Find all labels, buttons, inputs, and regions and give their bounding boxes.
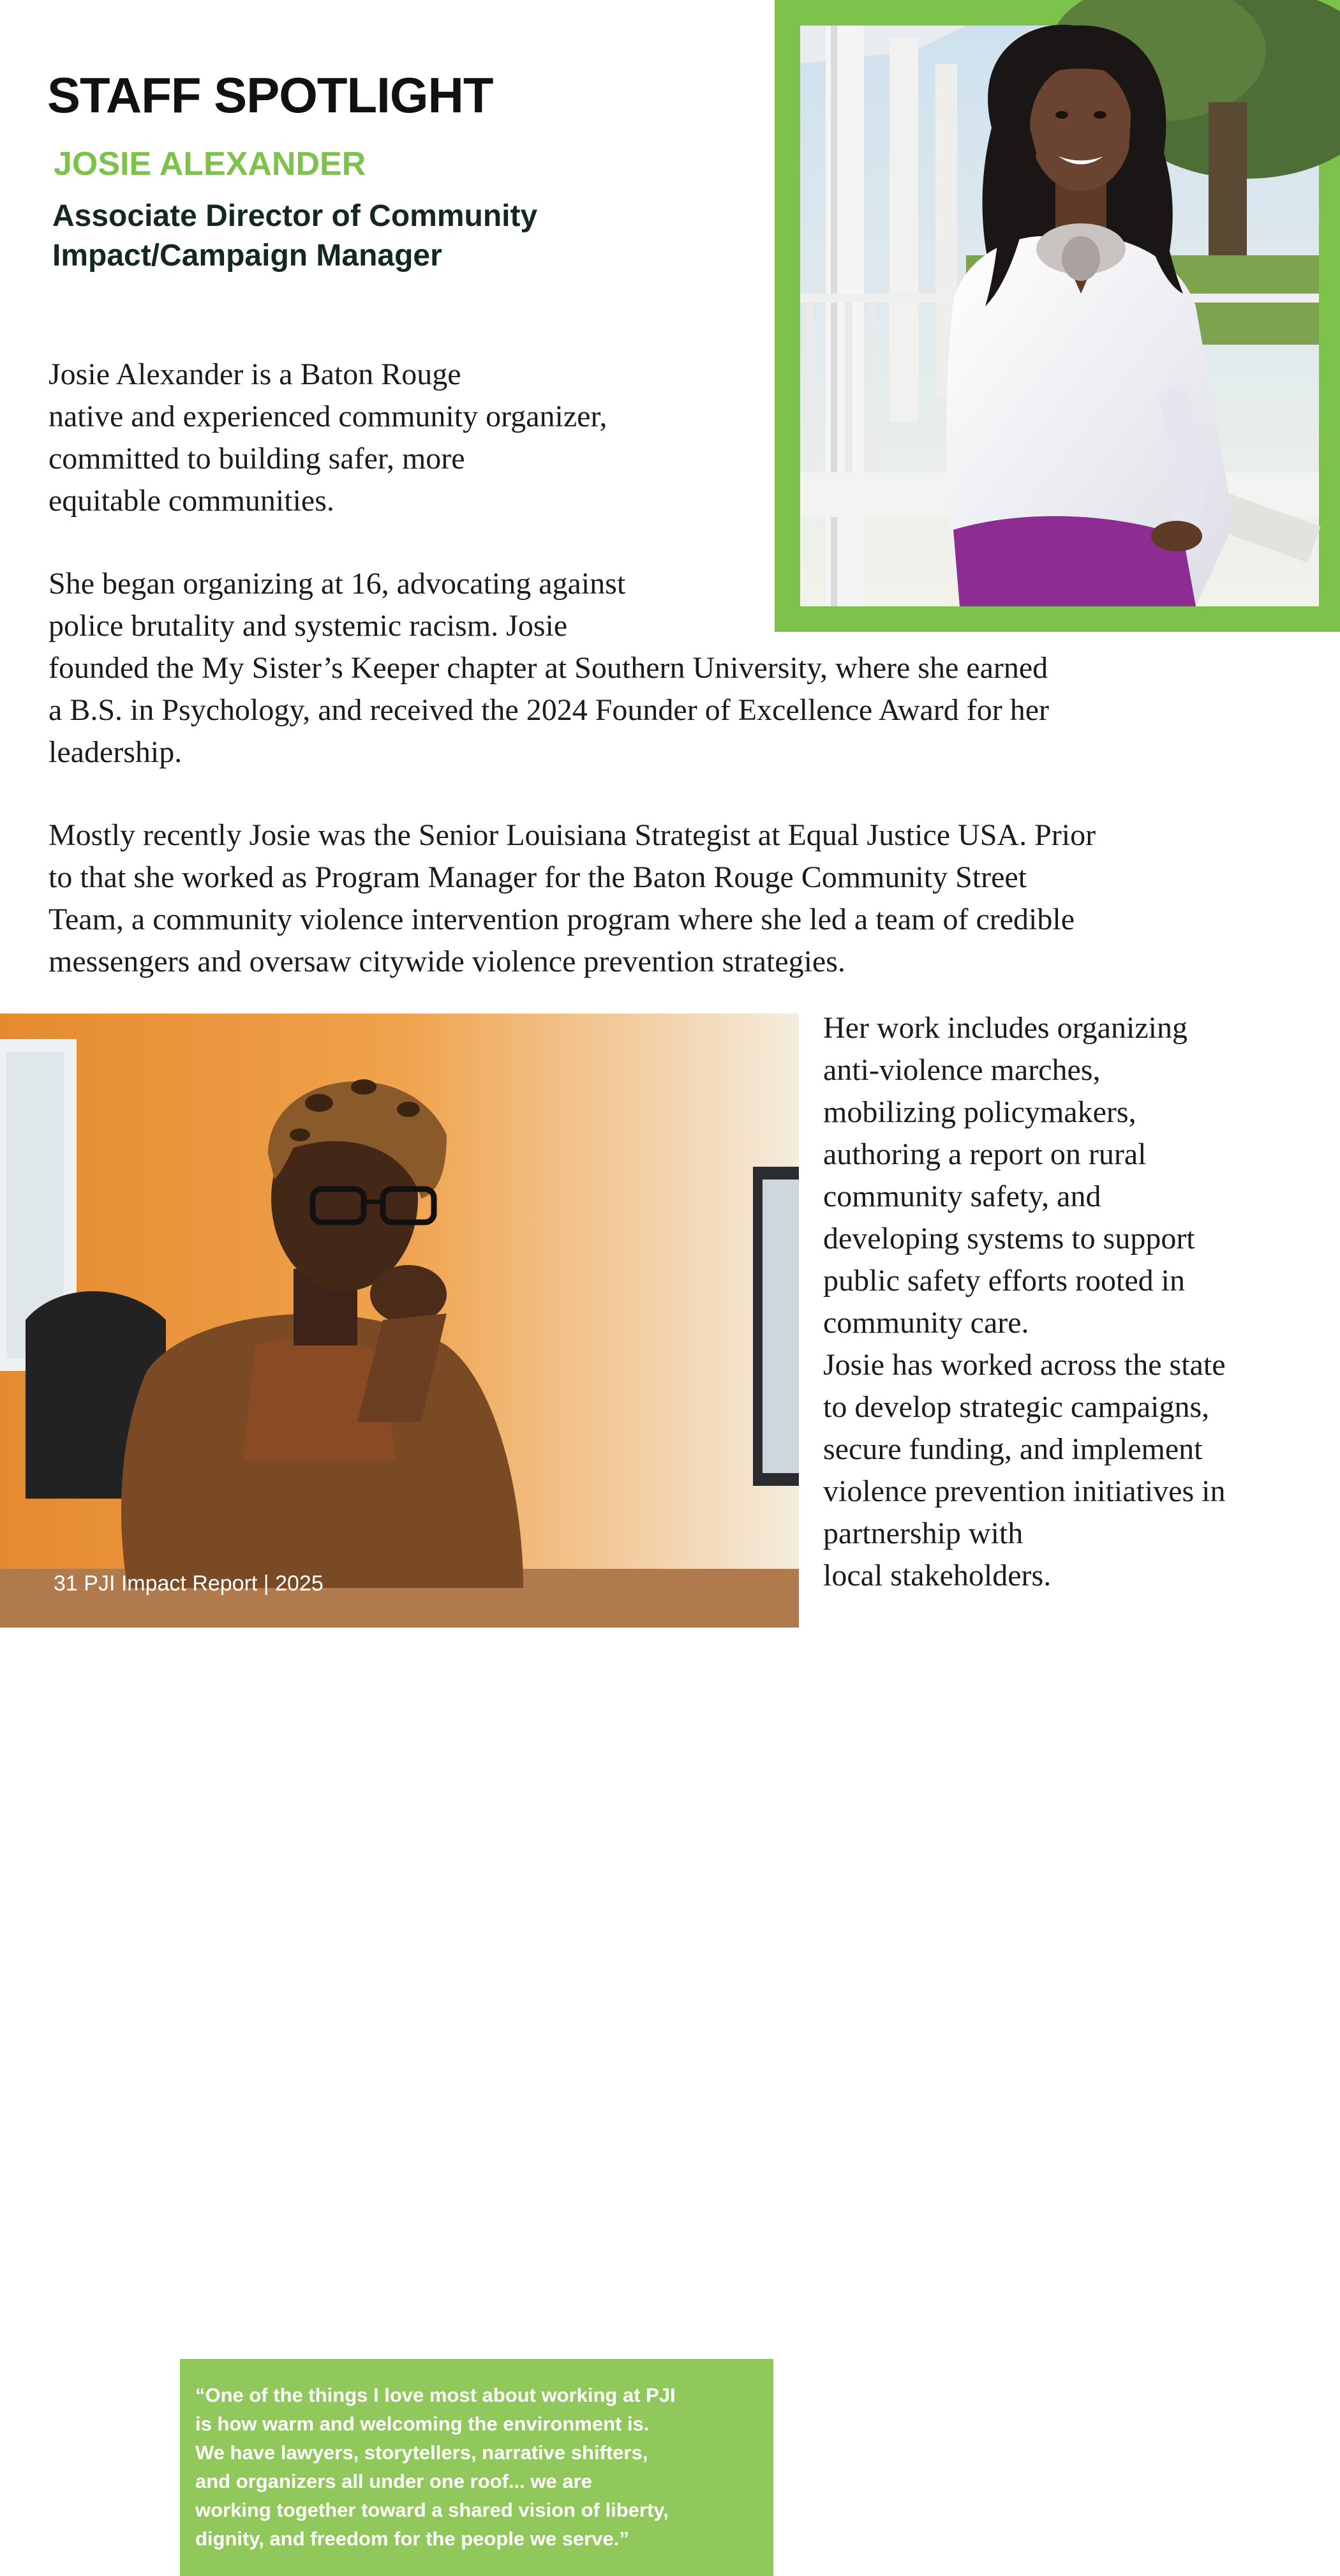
bio-line: She began organizing at 16, advocating against (48, 567, 626, 601)
quote-line: and organizers all under one roof... we are (195, 2470, 592, 2492)
bio-line: committed to building safer, more (48, 442, 465, 476)
bio-line: to that she worked as Program Manager for the Baton Rouge Community Street (48, 860, 1027, 894)
portrait-illustration (800, 26, 1319, 606)
bio-line: community safety, and (823, 1179, 1101, 1213)
bio-line: police brutality and systemic racism. Josie (48, 609, 568, 643)
bio-line: violence prevention initiatives in (823, 1474, 1226, 1508)
quote-line: is how warm and welcoming the environment is. (195, 2413, 650, 2435)
work-photo-illustration (0, 1014, 799, 1628)
quote-line: working together toward a shared vision of liberty, (195, 2499, 669, 2521)
bio-line: founded the My Sister’s Keeper chapter at Southern University, where she earned (48, 651, 1048, 685)
quote-text (195, 2381, 758, 2553)
role-line: Associate Director of Community (52, 199, 538, 233)
bio-line: native and experienced community organizer, (48, 400, 607, 433)
bio-line: messengers and oversaw citywide violence prevention strategies. (48, 945, 845, 978)
bio-paragraph-3 (48, 814, 1096, 983)
bio-line: Josie Alexander is a Baton Rouge (48, 357, 461, 391)
quote-line: “One of the things I love most about working at PJI (195, 2384, 676, 2406)
quote-box (180, 2359, 773, 2576)
bio-line: Team, a community violence intervention program where she led a team of credible (48, 902, 1075, 936)
section-title: STAFF SPOTLIGHT (47, 67, 493, 123)
role-line: Impact/Campaign Manager (52, 239, 442, 273)
bio-paragraph-1 (48, 354, 607, 522)
bio-line: anti-violence marches, (823, 1053, 1101, 1087)
bio-line: Mostly recently Josie was the Senior Louisiana Strategist at Equal Justice USA. Prior (48, 818, 1096, 852)
bio-line: a B.S. in Psychology, and received the 2024 Founder of Excellence Award for her (48, 693, 1050, 727)
bio-paragraph-2 (48, 563, 1049, 774)
bio-line: Josie has worked across the state (823, 1348, 1226, 1382)
portrait-frame (775, 0, 1340, 632)
bio-line: secure funding, and implement (823, 1432, 1203, 1466)
bio-line: developing systems to support (823, 1222, 1195, 1255)
person-name: JOSIE ALEXANDER (54, 146, 366, 183)
work-photo (0, 1014, 799, 2550)
portrait-photo (800, 26, 1319, 606)
bio-line: to develop strategic campaigns, (823, 1390, 1210, 1424)
bio-line: public safety efforts rooted in (823, 1264, 1185, 1298)
bio-line: leadership. (48, 735, 182, 769)
bio-line: community care. (823, 1306, 1029, 1340)
bio-line: mobilizing policymakers, (823, 1095, 1136, 1129)
bio-line: Her work includes organizing (823, 1011, 1187, 1045)
bio-line: local stakeholders. (823, 1559, 1052, 1592)
bio-line: partnership with (823, 1516, 1024, 1550)
bio-line: equitable communities. (48, 484, 334, 518)
bio-paragraph-4 (823, 1007, 1226, 1597)
quote-line: We have lawyers, storytellers, narrative shifters, (195, 2441, 648, 2464)
quote-line: dignity, and freedom for the people we serve.” (195, 2527, 629, 2550)
bio-line: authoring a report on rural (823, 1137, 1147, 1171)
person-role (52, 197, 627, 276)
page-footer: 31 PJI Impact Report | 2025 (54, 1571, 324, 1596)
